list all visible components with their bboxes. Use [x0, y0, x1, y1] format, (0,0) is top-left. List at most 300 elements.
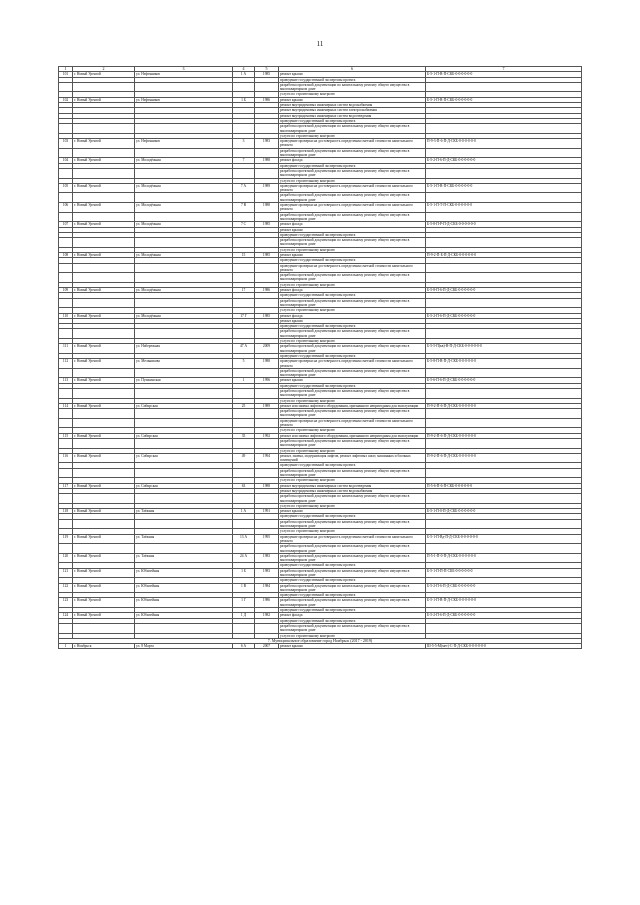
table-row-continuation [59, 519, 582, 529]
street-cell [135, 82, 233, 92]
street-cell: ул. Молодёжная [135, 313, 233, 318]
year-cell: 1984 [255, 583, 279, 593]
work-type-cell: ремонт, замена, модернизация лифтов, ремонт лифтовых шахт, машинных и блочных помещений [279, 453, 426, 463]
street-cell [135, 168, 233, 178]
house-cell: 1 [233, 378, 255, 383]
row-number-cell: 121 [59, 568, 73, 578]
row-number-cell: 103 [59, 139, 73, 149]
house-cell: 17 Г [233, 313, 255, 318]
code-cell: Б-5-1-П-Т-П-СКБ-0-0-0-0-0-0 [426, 203, 582, 213]
year-cell [255, 298, 279, 308]
code-cell: Б-5-6-П-6-П-Д-СКБ-0-0-0-0-0-0 [426, 378, 582, 383]
work-type-cell: проведение государственной экспертизы проекта [279, 258, 426, 263]
street-cell: ул. Сибирская [135, 483, 233, 488]
table-row-continuation [59, 82, 582, 92]
code-cell: П-9-2-П-6-П-Д-СКБ-0-0-0-0-0-0 [426, 453, 582, 463]
table-row [59, 583, 582, 593]
year-cell [255, 519, 279, 529]
header-cell: 4 [233, 67, 255, 72]
work-type-cell: проведение государственной экспертизы проекта [279, 353, 426, 358]
table-row [59, 344, 582, 354]
table-row-continuation [59, 623, 582, 633]
house-cell: 63 [233, 483, 255, 488]
work-type-cell: разработка проектной документации по капитальному ремонту общего имущества в многоквартирном доме [279, 329, 426, 339]
code-cell [426, 409, 582, 419]
row-number-cell [59, 124, 73, 134]
row-number-cell: 110 [59, 313, 73, 318]
work-type-cell: проведение проверки на достоверность определения сметной стоимости капитального ремонта [279, 203, 426, 213]
work-type-cell: разработка проектной документации по капитальному ремонту общего имущества в многоквартирном доме [279, 368, 426, 378]
city-cell: г. Новый Уренгой [73, 598, 135, 608]
work-type-cell: разработка проектной документации по капитальному ремонту общего имущества в многоквартирном доме [279, 568, 426, 578]
code-cell: Б-5-8-П-В-П-Д-СКБ-0-0-0-0-0-0 [426, 359, 582, 369]
row-number-cell [59, 148, 73, 158]
street-cell [135, 238, 233, 248]
city-cell [73, 494, 135, 504]
table-row [59, 598, 582, 608]
year-cell: 1988 [255, 158, 279, 163]
code-cell [426, 298, 582, 308]
row-number-cell [59, 238, 73, 248]
street-cell [135, 148, 233, 158]
house-cell: 1 Б [233, 568, 255, 578]
year-cell [255, 389, 279, 399]
city-cell: г. Новый Уренгой [73, 183, 135, 193]
house-cell [233, 389, 255, 399]
house-cell [233, 494, 255, 504]
work-type-cell: проведение государственной экспертизы проекта [279, 293, 426, 298]
city-cell: г. Новый Уренгой [73, 509, 135, 514]
work-type-cell: услуги по строительному контролю [279, 633, 426, 638]
street-cell: ул. Нефтяников [135, 139, 233, 149]
work-type-cell: ремонт внутридомовых инженерных систем электроснабжения [279, 108, 426, 113]
code-cell [426, 623, 582, 633]
header-cell: 6 [279, 67, 426, 72]
city-cell [73, 273, 135, 283]
work-type-cell: разработка проектной документации по капитальному ремонту общего имущества в многоквартирном доме [279, 273, 426, 283]
work-type-cell: разработка проектной документации по капитальному ремонту общего имущества в многоквартирном доме [279, 344, 426, 354]
work-type-cell: разработка проектной документации по капитальному ремонту общего имущества в многоквартирном доме [279, 193, 426, 203]
row-number-cell: 123 [59, 598, 73, 608]
work-type-cell: ремонт фасада [279, 158, 426, 163]
row-number-cell [59, 273, 73, 283]
city-cell: г. Новый Уренгой [73, 313, 135, 318]
work-type-cell: ремонт крыши [279, 227, 426, 232]
city-cell [73, 82, 135, 92]
street-cell: ул. Молодёжная [135, 252, 233, 257]
table-row-continuation [59, 329, 582, 339]
work-type-cell: услуги по строительному контролю [279, 178, 426, 183]
work-type-cell: проведение государственной экспертизы проекта [279, 578, 426, 583]
work-type-cell: проведение проверки на достоверность определения сметной стоимости капитального ремонта [279, 183, 426, 193]
work-type-cell: проведение государственной экспертизы проекта [279, 608, 426, 613]
city-cell [73, 544, 135, 554]
work-type-cell: услуги по строительному контролю [279, 133, 426, 138]
year-cell: 1986 [255, 598, 279, 608]
house-cell: 24 А [233, 553, 255, 563]
city-cell: г. Новый Уренгой [73, 433, 135, 438]
house-cell: 1 В [233, 583, 255, 593]
city-cell: г. Новый Уренгой [73, 222, 135, 227]
year-cell: 1983 [255, 568, 279, 578]
work-type-cell: ремонт фасада [279, 313, 426, 318]
house-cell [233, 329, 255, 339]
city-cell [73, 623, 135, 633]
page-number: 11 [316, 40, 324, 48]
city-cell [73, 298, 135, 308]
code-cell: П-5-6-П-6-П-СКБ-0-0-0-0-0-0 [426, 483, 582, 488]
code-cell: Б-5-2-П-6-П-Д-СКБ-0-0-0-0-0-0 [426, 583, 582, 593]
house-cell [233, 468, 255, 478]
work-type-cell: проведение государственной экспертизы проекта [279, 383, 426, 388]
work-type-cell: проведение проверки на достоверность определения сметной стоимости капитального ремонта [279, 359, 426, 369]
city-cell: г. Новый Уренгой [73, 378, 135, 383]
city-cell [73, 263, 135, 273]
year-cell: 1986 [255, 288, 279, 293]
street-cell: ул. Молодёжная [135, 203, 233, 213]
street-cell: ул. Юбилейная [135, 568, 233, 578]
street-cell [135, 519, 233, 529]
work-type-cell: ремонт крыши [279, 509, 426, 514]
code-cell [426, 438, 582, 448]
street-cell [135, 212, 233, 222]
work-type-cell: проведение государственной экспертизы проекта [279, 77, 426, 82]
work-type-cell: разработка проектной документации по капитальному ремонту общего имущества в многоквартирном доме [279, 583, 426, 593]
row-number-cell [59, 212, 73, 222]
row-number-cell: 115 [59, 433, 73, 438]
work-type-cell: разработка проектной документации по капитальному ремонту общего имущества в многоквартирном доме [279, 168, 426, 178]
city-cell [73, 124, 135, 134]
house-cell: 35 [233, 433, 255, 438]
work-type-cell: разработка проектной документации по капитальному ремонту общего имущества в многоквартирном доме [279, 598, 426, 608]
year-cell [255, 273, 279, 283]
work-type-cell: проведение проверки на достоверность определения сметной стоимости капитального ремонта [279, 418, 426, 428]
work-type-cell: ремонт крыши [279, 72, 426, 77]
work-type-cell: услуги по строительному контролю [279, 308, 426, 313]
year-cell: 1994 [255, 453, 279, 463]
row-number-cell: 102 [59, 97, 73, 102]
table-row-continuation [59, 298, 582, 308]
work-type-cell: разработка проектной документации по капитальному ремонту общего имущества в многоквартирном доме [279, 124, 426, 134]
city-cell [73, 168, 135, 178]
year-cell [255, 418, 279, 428]
code-cell: Б-5-1-П-В-П-СКБ-0-0-0-0-0-0 [426, 97, 582, 102]
year-cell: 1985 [255, 252, 279, 257]
row-number-cell: 122 [59, 583, 73, 593]
house-cell [233, 273, 255, 283]
header-cell: 3 [135, 67, 233, 72]
row-number-cell [59, 168, 73, 178]
house-cell: 1 А [233, 72, 255, 77]
table-row-continuation [59, 409, 582, 419]
work-type-cell: проведение проверки на достоверность определения сметной стоимости капитального ремонта [279, 139, 426, 149]
work-type-cell: услуги по строительному контролю [279, 503, 426, 508]
row-number-cell [59, 544, 73, 554]
code-cell [426, 238, 582, 248]
street-cell [135, 329, 233, 339]
street-cell: ул. Таёжная [135, 534, 233, 544]
code-cell [426, 212, 582, 222]
table-row-continuation [59, 418, 582, 428]
row-number-cell: 116 [59, 453, 73, 463]
work-type-cell: ремонт внутридомовых инженерных систем водоотведения [279, 113, 426, 118]
code-cell: Б-5-1-П-В-П-Д-СКБ-0-0-0-0-0-0 [426, 598, 582, 608]
header-cell: 7 [426, 67, 582, 72]
table-row-continuation [59, 544, 582, 554]
row-number-cell: 119 [59, 534, 73, 544]
house-cell: 7 С [233, 222, 255, 227]
house-cell: 13 А [233, 534, 255, 544]
street-cell: ул. Юбилейная [135, 583, 233, 593]
city-cell: г. Новый Уренгой [73, 453, 135, 463]
work-type-cell: проведение государственной экспертизы проекта [279, 618, 426, 623]
street-cell [135, 124, 233, 134]
street-cell [135, 494, 233, 504]
work-type-cell: ремонт крыши [279, 644, 426, 649]
row-number-cell: 107 [59, 222, 73, 227]
work-type-cell: разработка проектной документации по капитальному ремонту общего имущества в многоквартирном доме [279, 468, 426, 478]
table-row-continuation [59, 389, 582, 399]
year-cell: 1988 [255, 359, 279, 369]
code-cell [426, 519, 582, 529]
work-type-cell: ремонт внутридомовых инженерных систем водоотведения [279, 483, 426, 488]
street-cell: ул. 8 Марта [135, 644, 233, 649]
year-cell [255, 623, 279, 633]
street-cell: ул. Мельникова [135, 359, 233, 369]
table-row-continuation [59, 494, 582, 504]
row-number-cell [59, 329, 73, 339]
city-cell: г. Новый Уренгой [73, 288, 135, 293]
year-cell: 1989 [255, 183, 279, 193]
house-cell [233, 212, 255, 222]
table-row-continuation [59, 263, 582, 273]
code-cell [426, 273, 582, 283]
code-cell: Б-5-5-П(кв)-В-П-Д-СКБ-0-0-0-0-0-0 [426, 344, 582, 354]
code-cell: Б-5-1-П-В-П-СКБ-0-0-0-0-0-0 [426, 183, 582, 193]
street-cell: ул. Пушкинская [135, 378, 233, 383]
street-cell: ул. Молодёжная [135, 222, 233, 227]
city-cell: г. Новый Уренгой [73, 72, 135, 77]
year-cell: 1991 [255, 509, 279, 514]
year-cell [255, 124, 279, 134]
table-row [59, 139, 582, 149]
code-cell [426, 389, 582, 399]
city-cell [73, 329, 135, 339]
street-cell: ул. Юбилейная [135, 613, 233, 618]
table-body [59, 67, 582, 649]
code-cell: Б-5-2-П-6-П-Д-СКБ-0-0-0-0-0-0 [426, 613, 582, 618]
city-cell [73, 148, 135, 158]
code-cell: Б-5-1-П-Вд-П-Д-СКБ-0-0-0-0-0-0 [426, 534, 582, 544]
code-cell: П-5-1-П-0-П-Д-СКБ-0-0-0-0-0-0 [426, 553, 582, 563]
work-type-cell: услуги по строительному контролю [279, 339, 426, 344]
city-cell: г. Ноябрьск [73, 644, 135, 649]
row-number-cell: 105 [59, 183, 73, 193]
year-cell [255, 438, 279, 448]
street-cell [135, 438, 233, 448]
city-cell: г. Новый Уренгой [73, 203, 135, 213]
house-cell [233, 82, 255, 92]
work-type-cell: разработка проектной документации по капитальному ремонту общего имущества в многоквартирном доме [279, 623, 426, 633]
year-cell [255, 544, 279, 554]
year-cell [255, 368, 279, 378]
street-cell: ул. Молодёжная [135, 183, 233, 193]
table-row [59, 568, 582, 578]
year-cell: 1992 [255, 433, 279, 438]
work-type-cell: разработка проектной документации по капитальному ремонту общего имущества в многоквартирном доме [279, 494, 426, 504]
work-type-cell: разработка проектной документации по капитальному ремонту общего имущества в многоквартирном доме [279, 212, 426, 222]
work-type-cell: разработка проектной документации по капитальному ремонту общего имущества в многоквартирном доме [279, 389, 426, 399]
work-type-cell: проведение государственной экспертизы проекта [279, 514, 426, 519]
code-cell [426, 193, 582, 203]
work-type-cell: услуги по строительному контролю [279, 247, 426, 252]
year-cell: 1988 [255, 203, 279, 213]
work-type-cell: услуги по строительному контролю [279, 448, 426, 453]
work-type-cell: услуги по строительному контролю [279, 428, 426, 433]
row-number-cell [59, 82, 73, 92]
city-cell: г. Новый Уренгой [73, 252, 135, 257]
code-cell: Б-5-8-П-Р-П-Д-СКБ-0-0-0-0-0-0 [426, 222, 582, 227]
row-number-cell [59, 519, 73, 529]
year-cell: 1988 [255, 483, 279, 488]
work-type-cell: проведение проверки на достоверность определения сметной стоимости капитального ремонта [279, 534, 426, 544]
year-cell: 1996 [255, 378, 279, 383]
table-row-continuation [59, 148, 582, 158]
house-cell: 6 А [233, 644, 255, 649]
city-cell: г. Новый Уренгой [73, 359, 135, 369]
house-cell: 7 [233, 158, 255, 163]
work-type-cell: проведение государственной экспертизы проекта [279, 118, 426, 123]
work-type-cell: ремонт внутридомовых инженерных систем водоснабжения [279, 103, 426, 108]
row-number-cell: 108 [59, 252, 73, 257]
work-type-cell: проведение государственной экспертизы проекта [279, 463, 426, 468]
work-type-cell: ремонт крыши [279, 378, 426, 383]
row-number-cell: 101 [59, 72, 73, 77]
city-cell [73, 519, 135, 529]
table-row-continuation [59, 273, 582, 283]
house-cell: 5 [233, 359, 255, 369]
city-cell [73, 438, 135, 448]
year-cell [255, 409, 279, 419]
street-cell [135, 409, 233, 419]
house-cell: 1 Д [233, 613, 255, 618]
house-cell [233, 438, 255, 448]
work-type-cell: услуги по строительному контролю [279, 92, 426, 97]
row-number-cell [59, 623, 73, 633]
street-cell: ул. Нефтяников [135, 97, 233, 102]
work-type-cell: услуги по строительному контролю [279, 398, 426, 403]
street-cell: ул. Сибирская [135, 453, 233, 463]
year-cell: 1986 [255, 97, 279, 102]
year-cell [255, 168, 279, 178]
city-cell: г. Новый Уренгой [73, 534, 135, 544]
table-row [59, 203, 582, 213]
row-number-cell: 112 [59, 359, 73, 369]
row-number-cell [59, 368, 73, 378]
year-cell: 1983 [255, 553, 279, 563]
city-cell: г. Новый Уренгой [73, 344, 135, 354]
year-cell: 1985 [255, 222, 279, 227]
city-cell: г. Новый Уренгой [73, 158, 135, 163]
city-cell: г. Новый Уренгой [73, 568, 135, 578]
code-cell [426, 494, 582, 504]
code-cell [426, 124, 582, 134]
table-row-continuation [59, 238, 582, 248]
table-row-continuation [59, 468, 582, 478]
table-row [59, 359, 582, 369]
row-number-cell: 111 [59, 344, 73, 354]
header-cell: 5 [255, 67, 279, 72]
code-cell [426, 168, 582, 178]
work-type-cell: услуги по строительному контролю [279, 529, 426, 534]
work-type-cell: проведение государственной экспертизы проекта [279, 593, 426, 598]
work-type-cell: проведение проверки на достоверность определения сметной стоимости капитального ремонта [279, 263, 426, 273]
year-cell: 1985 [255, 72, 279, 77]
house-cell [233, 263, 255, 273]
code-cell [426, 468, 582, 478]
table-row-continuation [59, 368, 582, 378]
row-number-cell [59, 389, 73, 399]
work-type-cell: разработка проектной документации по капитальному ремонту общего имущества в многоквартирном доме [279, 298, 426, 308]
header-cell: 1 [59, 67, 73, 72]
house-cell [233, 168, 255, 178]
street-cell [135, 193, 233, 203]
year-cell [255, 494, 279, 504]
year-cell: 1982 [255, 613, 279, 618]
row-number-cell [59, 193, 73, 203]
code-cell [426, 148, 582, 158]
code-cell [426, 368, 582, 378]
table-row-continuation [59, 212, 582, 222]
code-cell [426, 263, 582, 273]
year-cell: 2007 [255, 644, 279, 649]
city-cell: г. Новый Уренгой [73, 97, 135, 102]
table-row-continuation [59, 438, 582, 448]
header-cell: 2 [73, 67, 135, 72]
work-type-cell: проведение государственной экспертизы проекта [279, 563, 426, 568]
street-cell: ул. Таёжная [135, 509, 233, 514]
table-row [59, 534, 582, 544]
street-cell: ул. Молодёжная [135, 158, 233, 163]
work-type-cell: разработка проектной документации по капитальному ремонту общего имущества в многоквартирном доме [279, 148, 426, 158]
city-cell: г. Новый Уренгой [73, 483, 135, 488]
row-number-cell: 106 [59, 203, 73, 213]
house-cell: 47 А [233, 344, 255, 354]
house-cell: 15 [233, 252, 255, 257]
table-row-continuation [59, 168, 582, 178]
city-cell [73, 212, 135, 222]
row-number-cell: 109 [59, 288, 73, 293]
row-number-cell [59, 494, 73, 504]
city-cell [73, 368, 135, 378]
work-type-cell: ремонт фасада [279, 613, 426, 618]
year-cell [255, 212, 279, 222]
work-type-cell: разработка проектной документации по капитальному ремонту общего имущества в многоквартирном доме [279, 553, 426, 563]
table-row-continuation [59, 124, 582, 134]
year-cell: 1985 [255, 313, 279, 318]
row-number-cell: 120 [59, 553, 73, 563]
street-cell: ул. Таёжная [135, 553, 233, 563]
house-cell [233, 623, 255, 633]
street-cell [135, 544, 233, 554]
code-cell: П-9-2-П-Б-П-Д-СКБ-0-0-0-0-0-0 [426, 252, 582, 257]
work-type-cell: ремонт фасада [279, 288, 426, 293]
code-cell: П-9-2-П-6-П-Д-СКБ-0-0-0-0-0-0 [426, 403, 582, 408]
table-row-continuation [59, 193, 582, 203]
code-cell: П-9-2-П-6-П-Д-СКБ-0-0-0-0-0-0 [426, 433, 582, 438]
row-number-cell: 1 [59, 644, 73, 649]
row-number-cell [59, 418, 73, 428]
